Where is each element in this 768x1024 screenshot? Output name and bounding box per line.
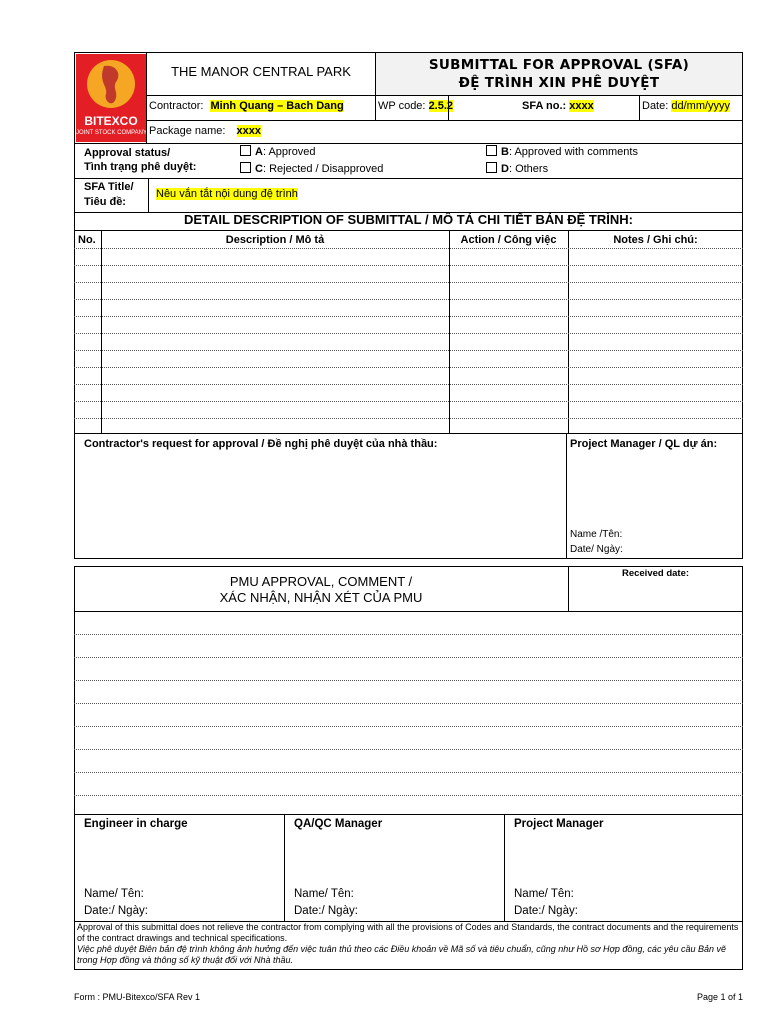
table-row-line xyxy=(74,367,743,368)
contractor-label: Contractor: xyxy=(149,100,204,112)
sfa-no-value[interactable]: xxxx xyxy=(569,100,594,112)
pmu-heading-1: PMU APPROVAL, COMMENT / xyxy=(229,574,413,589)
sfa-title-value[interactable]: Nêu vắn tắt nội dung đệ trình xyxy=(156,188,298,200)
table-row-line xyxy=(74,265,743,266)
approval-label-en: Approval status/ xyxy=(84,147,171,159)
sig-pm-date: Date:/ Ngày: xyxy=(514,905,578,917)
logo-name: BITEXCO xyxy=(84,114,138,128)
table-row-line xyxy=(74,299,743,300)
col-description: Description / Mô tả xyxy=(225,234,325,246)
option-d-text: : Others xyxy=(508,163,549,175)
footer-page: Page 1 of 1 xyxy=(696,992,743,1002)
option-c[interactable] xyxy=(240,162,383,175)
sig-engineer-date: Date:/ Ngày: xyxy=(84,905,148,917)
package-field xyxy=(149,125,261,137)
comment-row-line xyxy=(74,703,743,704)
wp-code-label: WP code: xyxy=(378,100,426,112)
date-value[interactable]: dd/mm/yyyy xyxy=(671,100,731,112)
option-c-code: C xyxy=(255,163,263,175)
sig-qaqc-role: QA/QC Manager xyxy=(294,818,383,830)
sig-engineer-name: Name/ Tên: xyxy=(84,888,144,900)
logo xyxy=(76,54,146,142)
contractor-request-label: Contractor's request for approval / Đề nghị phê duyệt của nhà thầu: xyxy=(84,438,438,450)
sfa-no-label: SFA no.: xyxy=(522,100,567,112)
sig-qaqc-name: Name/ Tên: xyxy=(294,888,354,900)
option-d-code: D xyxy=(501,163,509,175)
comment-row-line xyxy=(74,726,743,727)
sig-pm-name: Name/ Tên: xyxy=(514,888,574,900)
table-row-line xyxy=(74,384,743,385)
option-a-text: : Approved xyxy=(262,146,316,158)
sfa-title-label-vi: Tiêu đề: xyxy=(84,196,126,208)
checkbox-a[interactable] xyxy=(240,145,251,156)
table-row-line xyxy=(74,350,743,351)
sfa-no-field xyxy=(522,100,594,112)
pmu-box xyxy=(74,566,743,922)
title-en: SUBMITTAL FOR APPROVAL (SFA) xyxy=(428,57,690,73)
wp-code-value[interactable]: 2.5.2 xyxy=(428,100,454,112)
option-a[interactable] xyxy=(240,145,316,158)
package-value[interactable]: xxxx xyxy=(236,125,261,137)
comment-row-line xyxy=(74,795,743,796)
pmu-heading-2: XÁC NHẬN, NHẬN XÉT CỦA PMU xyxy=(219,590,423,605)
sig-qaqc-date: Date:/ Ngày: xyxy=(294,905,358,917)
date-field xyxy=(642,100,730,112)
checkbox-b[interactable] xyxy=(486,145,497,156)
comment-row-line xyxy=(74,772,743,773)
table-row-line xyxy=(74,316,743,317)
table-row-line xyxy=(74,418,743,419)
comment-row-line xyxy=(74,749,743,750)
disclaimer-vi: Việc phê duyệt Biên bản đệ trình không ảnh hưởng đến việc tuân thủ theo các Điều khoản về Mã số và tiêu chuẩn, cũng như Hồ sơ Hợp đồng, các yêu cầu Bản vẽ trong Hợp đồng và thông số kỹ thuật đối với Nhà thầu. xyxy=(77,944,726,965)
checkbox-c[interactable] xyxy=(240,162,251,173)
option-b-text: : Approved with comments xyxy=(508,146,638,158)
footer-form: Form : PMU-Bitexco/SFA Rev 1 xyxy=(74,992,201,1002)
option-b-code: B xyxy=(501,146,509,158)
comment-row-line xyxy=(74,634,743,635)
logo-subtitle: JOINT STOCK COMPANY xyxy=(76,130,148,136)
checkbox-d[interactable] xyxy=(486,162,497,173)
approval-label-vi: Tình trạng phê duyệt: xyxy=(84,161,197,173)
pm-name-label: Name /Tên: xyxy=(570,529,623,540)
contractor-value[interactable]: Minh Quang – Bach Dang xyxy=(210,100,344,112)
option-d[interactable] xyxy=(486,162,548,175)
table-row-line xyxy=(74,248,743,249)
col-no: No. xyxy=(78,234,96,246)
col-action: Action / Công việc xyxy=(460,234,557,246)
disclaimer-en: Approval of this submittal does not relieve the contractor from complying with all the provisions of Codes and Standards, the contract documents and the requirements of the contract drawings and technical specifications. xyxy=(77,922,739,943)
project-name: THE MANOR CENTRAL PARK xyxy=(171,64,351,79)
sig-pm-role: Project Manager xyxy=(514,818,604,830)
wp-code-field xyxy=(378,100,453,112)
sig-engineer-role: Engineer in charge xyxy=(84,818,188,830)
bitexco-logo-icon xyxy=(76,54,146,142)
option-c-text: : Rejected / Disapproved xyxy=(262,163,384,175)
comment-row-line xyxy=(74,657,743,658)
comment-row-line xyxy=(74,680,743,681)
package-label: Package name: xyxy=(149,125,226,137)
pm-date-label: Date/ Ngày: xyxy=(570,544,623,555)
col-notes: Notes / Ghi chú: xyxy=(613,234,698,246)
pm-label: Project Manager / QL dự án: xyxy=(570,438,718,450)
detail-heading: DETAIL DESCRIPTION OF SUBMITTAL / MÔ TẢ CHI TIẾT BẢN ĐỆ TRÌNH: xyxy=(184,212,633,227)
sfa-title-label-en: SFA Title/ xyxy=(84,181,134,193)
option-b[interactable] xyxy=(486,145,638,158)
table-row-line xyxy=(74,401,743,402)
table-row-line xyxy=(74,282,743,283)
table-row-line xyxy=(74,333,743,334)
date-label: Date: xyxy=(642,100,669,112)
received-date-label: Received date: xyxy=(621,568,690,579)
contractor-field xyxy=(149,100,344,112)
title-vi: ĐỆ TRÌNH XIN PHÊ DUYỆT xyxy=(458,75,660,91)
option-a-code: A xyxy=(255,146,263,158)
